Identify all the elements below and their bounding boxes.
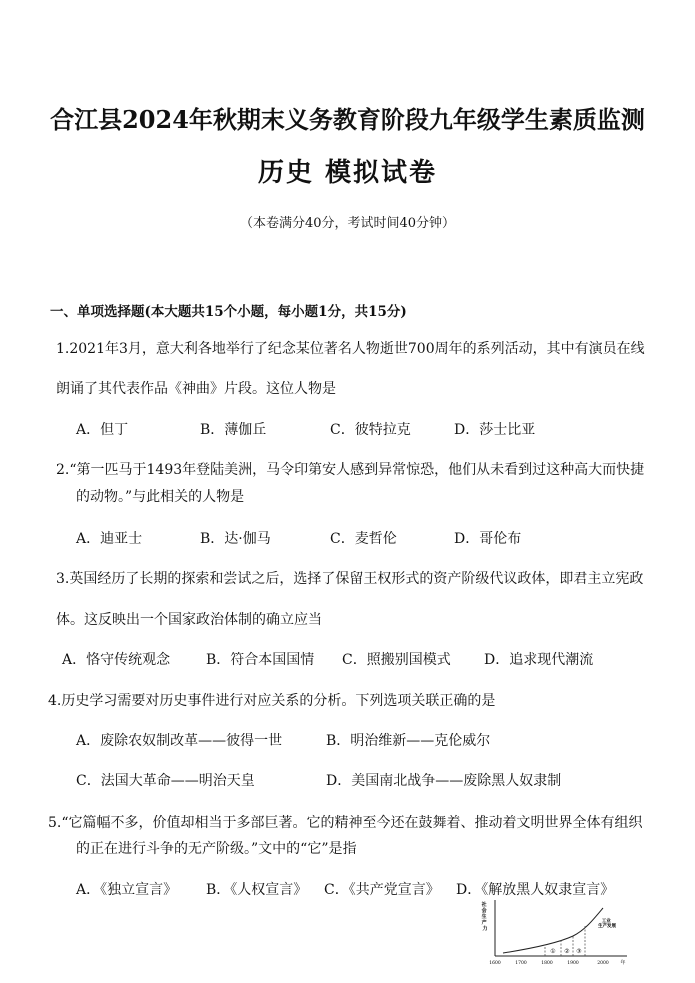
x-tick-1800: 1800 <box>541 961 553 966</box>
question-5-option-c: C．《共产党宣言》 <box>324 882 440 898</box>
exam-title: 合江县2024年秋期末义务教育阶段九年级学生素质监测 <box>50 105 645 134</box>
question-3-option-b: B．符合本国国情 <box>206 652 315 668</box>
question-1-option-a: A．但丁 <box>76 422 129 438</box>
x-tick-1600: 1600 <box>489 961 501 966</box>
question-4-option-c: C．法国大革命——明治天皇 <box>76 773 255 789</box>
question-3-line-2: 体。这反映出一个国家政治体制的确立应当 <box>56 612 322 628</box>
productivity-curve <box>503 908 603 953</box>
question-3-option-a: A．恪守传统观念 <box>62 652 171 668</box>
question-5-option-b: B．《人权宣言》 <box>206 882 308 898</box>
question-1-option-c: C．彼特拉克 <box>330 422 411 438</box>
exam-note: （本卷满分40分，考试时间40分钟） <box>239 216 456 231</box>
question-5-line-2: 的正在进行斗争的无产阶级。”文中的“它”是指 <box>76 841 357 857</box>
curve-label: 工业 生产发展 <box>598 919 616 929</box>
question-4-option-a: A．废除农奴制改革——彼得一世 <box>76 733 283 749</box>
exam-subtitle: 历史 模拟试卷 <box>257 158 438 188</box>
question-3-option-d: D．追求现代潮流 <box>484 652 594 668</box>
question-2-option-d: D．哥伦布 <box>454 531 522 547</box>
question-4-option-d: D．美国南北战争——废除黑人奴隶制 <box>326 773 562 789</box>
question-1-line-2: 朗诵了其代表作品《神曲》片段。这位人物是 <box>56 381 336 397</box>
x-tick-1700: 1700 <box>515 961 527 966</box>
question-3-option-c: C．照搬别国模式 <box>342 652 451 668</box>
marker-1: ① <box>550 948 556 955</box>
question-2-line-2: 的动物。”与此相关的人物是 <box>76 489 245 505</box>
y-axis-label: 社 会 生 产 力 <box>481 902 488 932</box>
productivity-figure <box>475 898 635 970</box>
question-5-option-d: D．《解放黑人奴隶宣言》 <box>456 882 615 898</box>
question-4-option-b: B．明治维新——克伦威尔 <box>326 733 491 749</box>
x-tick-2000: 2000 <box>597 961 609 966</box>
marker-3: ③ <box>576 948 582 955</box>
question-4-line-1: 4.历史学习需要对历史事件进行对应关系的分析。下列选项关联正确的是 <box>48 693 496 709</box>
question-1-option-d: D．莎士比亚 <box>454 422 536 438</box>
question-5-line-1: 5.“它篇幅不多，价值却相当于多部巨著。它的精神至今还在鼓舞着、推动着文明世界全体有组织 <box>48 815 643 831</box>
x-unit: 年 <box>620 960 626 966</box>
question-2-option-a: A．迪亚士 <box>76 531 143 547</box>
marker-2: ② <box>564 948 570 955</box>
question-3-line-1: 3.英国经历了长期的探索和尝试之后，选择了保留王权形式的资产阶级代议政体，即君主立宪政 <box>56 571 644 587</box>
question-1-option-b: B．薄伽丘 <box>200 422 267 438</box>
x-tick-1900: 1900 <box>567 961 579 966</box>
question-5-option-a: A．《独立宣言》 <box>76 882 178 898</box>
question-2-option-c: C．麦哲伦 <box>330 531 397 547</box>
question-2-option-b: B．达·伽马 <box>200 531 271 547</box>
question-2-line-1: 2.“第一匹马于1493年登陆美洲，马令印第安人感到异常惊恐，他们从未看到过这种高大而快捷 <box>56 462 645 478</box>
section-heading: 一、单项选择题(本大题共15个小题，每小题1分，共15分) <box>50 304 407 320</box>
question-1-line-1: 1.2021年3月，意大利各地举行了纪念某位著名人物逝世700周年的系列活动，其中有演员在线 <box>56 341 645 357</box>
